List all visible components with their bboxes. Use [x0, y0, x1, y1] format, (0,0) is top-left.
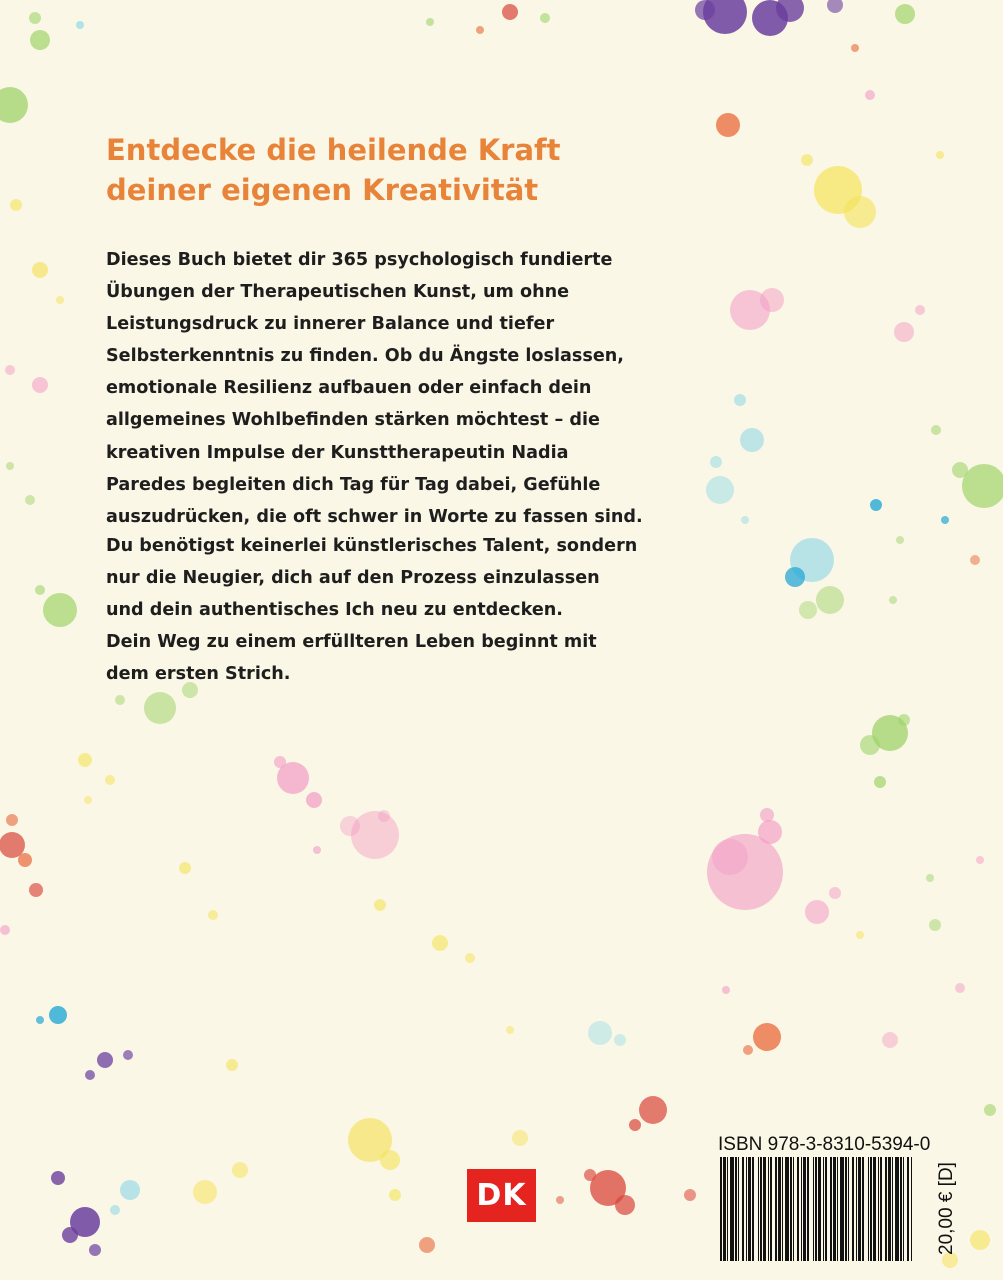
barcode-bar	[903, 1157, 904, 1261]
price-label: 20,00 € [D]	[936, 1162, 957, 1255]
paint-dot	[85, 1070, 95, 1080]
barcode-bar	[735, 1157, 737, 1261]
paint-dot	[614, 1034, 626, 1046]
paint-dot	[984, 1104, 996, 1116]
paint-dot	[734, 394, 746, 406]
paint-dot	[976, 856, 984, 864]
paint-dot	[110, 1205, 120, 1215]
paint-dot	[895, 4, 915, 24]
paint-dot	[340, 816, 360, 836]
paint-dot	[962, 464, 1003, 508]
paragraph-line: allgemeines Wohlbefinden stärken möchtest – die	[106, 410, 600, 431]
barcode-bar	[895, 1157, 899, 1261]
paint-dot	[629, 1119, 641, 1131]
barcode-bar	[723, 1157, 726, 1261]
headline	[106, 130, 746, 210]
paint-dot	[722, 986, 730, 994]
paint-dot	[389, 1189, 401, 1201]
paint-dot	[941, 516, 949, 524]
paragraph-line: Übungen der Therapeutischen Kunst, um ohne	[106, 282, 570, 303]
paint-dot	[62, 1227, 78, 1243]
paint-dot	[374, 899, 386, 911]
barcode-bar	[782, 1157, 783, 1261]
paint-dot	[740, 428, 764, 452]
paint-dot	[588, 1021, 612, 1045]
paint-dot	[955, 983, 965, 993]
paint-dot	[97, 1052, 113, 1068]
paint-dot	[931, 425, 941, 435]
paint-dot	[32, 262, 48, 278]
paint-dot	[426, 18, 434, 26]
paint-dot	[829, 887, 841, 899]
barcode-bar	[793, 1157, 794, 1261]
barcode-bar	[911, 1157, 912, 1261]
barcode-bar	[818, 1157, 821, 1261]
paint-dot	[89, 1244, 101, 1256]
barcode-bar	[807, 1157, 809, 1261]
barcode-bar	[748, 1157, 751, 1261]
paint-dot	[805, 900, 829, 924]
paint-dot	[49, 1006, 67, 1024]
barcode-bar	[830, 1157, 832, 1261]
paint-dot	[584, 1169, 596, 1181]
paint-dot	[753, 1023, 781, 1051]
paint-dot	[10, 199, 22, 211]
barcode-bar	[852, 1157, 854, 1261]
barcode-bar	[848, 1157, 849, 1261]
paint-dot	[865, 90, 875, 100]
paint-dot	[144, 692, 176, 724]
paragraph-line: und dein authentisches Ich neu zu entdecken.	[106, 600, 563, 621]
paint-dot	[35, 585, 45, 595]
paint-dot	[512, 1130, 528, 1146]
paint-dot	[801, 154, 813, 166]
barcode-bar	[760, 1157, 762, 1261]
paint-dot	[894, 322, 914, 342]
paint-dot	[970, 555, 980, 565]
barcode-bar	[870, 1157, 872, 1261]
paint-dot	[970, 1230, 990, 1250]
paint-dot	[926, 874, 934, 882]
paint-dot	[32, 377, 48, 393]
paragraph-line: Paredes begleiten dich Tag für Tag dabei, Gefühle	[106, 474, 601, 495]
paint-dot	[706, 476, 734, 504]
barcode-bar	[770, 1157, 772, 1261]
barcode-bar	[778, 1157, 781, 1261]
paint-dot	[380, 1150, 400, 1170]
paint-dot	[816, 586, 844, 614]
paragraph-line: Leistungsdruck zu innerer Balance und tiefer	[106, 314, 555, 335]
paint-dot	[193, 1180, 217, 1204]
barcode-bar	[823, 1157, 824, 1261]
paint-dot	[274, 756, 286, 768]
paint-dot	[18, 853, 32, 867]
paint-dot	[760, 808, 774, 822]
barcode-bar	[752, 1157, 754, 1261]
paint-dot	[889, 596, 897, 604]
paint-dot	[851, 44, 859, 52]
barcode-bar	[763, 1157, 766, 1261]
paint-dot	[232, 1162, 248, 1178]
paint-dot	[123, 1050, 133, 1060]
paint-dot	[43, 593, 77, 627]
barcode-bar	[746, 1157, 747, 1261]
paragraph-line: nur die Neugier, dich auf den Prozess einzulassen	[106, 568, 600, 589]
paint-dot	[179, 862, 191, 874]
paint-dot	[115, 695, 125, 705]
barcode-bar	[888, 1157, 891, 1261]
paint-dot	[898, 714, 910, 726]
barcode-bar	[797, 1157, 799, 1261]
paragraph-line: Dein Weg zu einem erfüllteren Leben beginnt mit	[106, 632, 597, 653]
paint-dot	[929, 919, 941, 931]
paint-dot	[952, 462, 968, 478]
paragraph-line: dem ersten Strich.	[106, 664, 291, 685]
paint-dot	[76, 21, 84, 29]
paint-dot	[502, 4, 518, 20]
barcode-bar	[730, 1157, 734, 1261]
paint-dot	[874, 776, 886, 788]
paint-dot	[378, 810, 390, 822]
barcode-bar	[720, 1157, 722, 1261]
barcode-bar	[815, 1157, 817, 1261]
paint-dot	[105, 775, 115, 785]
paint-dot	[506, 1026, 514, 1034]
paint-dot	[306, 792, 322, 808]
paragraph-line: Selbsterkenntnis zu finden. Ob du Ängste loslassen,	[106, 346, 624, 367]
paint-dot	[120, 1180, 140, 1200]
description-paragraph-1	[106, 244, 666, 533]
paint-dot	[936, 151, 944, 159]
paint-dot	[0, 925, 10, 935]
isbn-label: ISBN 978-3-8310-5394-0	[718, 1134, 931, 1155]
paint-dot	[758, 820, 782, 844]
paint-dot	[29, 883, 43, 897]
paragraph-line: auszudrücken, die oft schwer in Worte zu fassen sind.	[106, 506, 643, 527]
paint-dot	[870, 499, 882, 511]
paint-dot	[25, 495, 35, 505]
paint-dot	[741, 516, 749, 524]
barcode-bar	[858, 1157, 861, 1261]
barcode-bar	[900, 1157, 902, 1261]
paint-dot	[208, 910, 218, 920]
barcode-bar	[840, 1157, 844, 1261]
barcode-bar	[868, 1157, 869, 1261]
barcode-bar	[727, 1157, 728, 1261]
barcode-bar	[738, 1157, 739, 1261]
barcode-bar	[813, 1157, 814, 1261]
barcode-bar	[742, 1157, 744, 1261]
paint-dot	[5, 365, 15, 375]
barcode-bar	[892, 1157, 893, 1261]
paint-dot	[799, 601, 817, 619]
barcode-bar	[801, 1157, 802, 1261]
paint-dot	[827, 0, 843, 13]
paint-dot	[860, 735, 880, 755]
paint-dot	[844, 196, 876, 228]
paint-dot	[760, 288, 784, 312]
paint-dot	[556, 1196, 564, 1204]
barcode-bar	[873, 1157, 876, 1261]
barcode-bar	[803, 1157, 806, 1261]
paint-dot	[78, 753, 92, 767]
paint-dot	[615, 1195, 635, 1215]
barcode-bar	[790, 1157, 792, 1261]
headline-line: deiner eigenen Kreativität	[106, 173, 539, 207]
paint-dot	[639, 1096, 667, 1124]
paint-dot	[313, 846, 321, 854]
paint-dot	[710, 456, 722, 468]
paragraph-line: Du benötigst keinerlei künstlerisches Talent, sondern	[106, 536, 638, 556]
paint-dot	[226, 1059, 238, 1071]
paint-dot	[684, 1189, 696, 1201]
barcode-bar	[758, 1157, 759, 1261]
barcode-bar	[885, 1157, 887, 1261]
dk-publisher-logo: DK	[467, 1169, 536, 1222]
paint-dot	[712, 839, 748, 875]
paint-dot	[915, 305, 925, 315]
paragraph-line: emotionale Resilienz aufbauen oder einfach dein	[106, 378, 592, 399]
paint-dot	[743, 1045, 753, 1055]
barcode-bar	[907, 1157, 909, 1261]
paint-dot	[29, 12, 41, 24]
paint-dot	[540, 13, 550, 23]
barcode-bar	[880, 1157, 882, 1261]
barcode-bar	[775, 1157, 777, 1261]
barcode-bar	[856, 1157, 857, 1261]
barcode-bar	[878, 1157, 879, 1261]
barcode-bar	[768, 1157, 769, 1261]
paint-dot	[30, 30, 50, 50]
paint-dot	[351, 811, 399, 859]
paragraph-line: kreativen Impulse der Kunsttherapeutin Nadia	[106, 442, 569, 463]
paragraph-line: Dieses Buch bietet dir 365 psychologisch fundierte	[106, 250, 613, 270]
paint-dot	[882, 1032, 898, 1048]
description-paragraph-2	[106, 530, 666, 690]
paint-dot	[419, 1237, 435, 1253]
barcode-bar	[825, 1157, 827, 1261]
barcode-bar	[845, 1157, 847, 1261]
barcode-bar	[862, 1157, 864, 1261]
paint-dot	[785, 567, 805, 587]
paint-dot	[0, 87, 28, 123]
paint-dot	[432, 935, 448, 951]
paint-dot	[36, 1016, 44, 1024]
paint-dot	[476, 26, 484, 34]
paint-dot	[6, 462, 14, 470]
paint-dot	[84, 796, 92, 804]
headline-line: Entdecke die heilende Kraft	[106, 133, 561, 167]
barcode-bar	[837, 1157, 838, 1261]
barcode-bar	[833, 1157, 836, 1261]
paint-dot	[856, 931, 864, 939]
paint-dot	[51, 1171, 65, 1185]
paint-dot	[695, 0, 715, 20]
paint-dot	[56, 296, 64, 304]
paint-dot	[465, 953, 475, 963]
paint-dot	[6, 814, 18, 826]
paint-dot	[896, 536, 904, 544]
barcode	[718, 1157, 916, 1261]
barcode-bar	[785, 1157, 789, 1261]
